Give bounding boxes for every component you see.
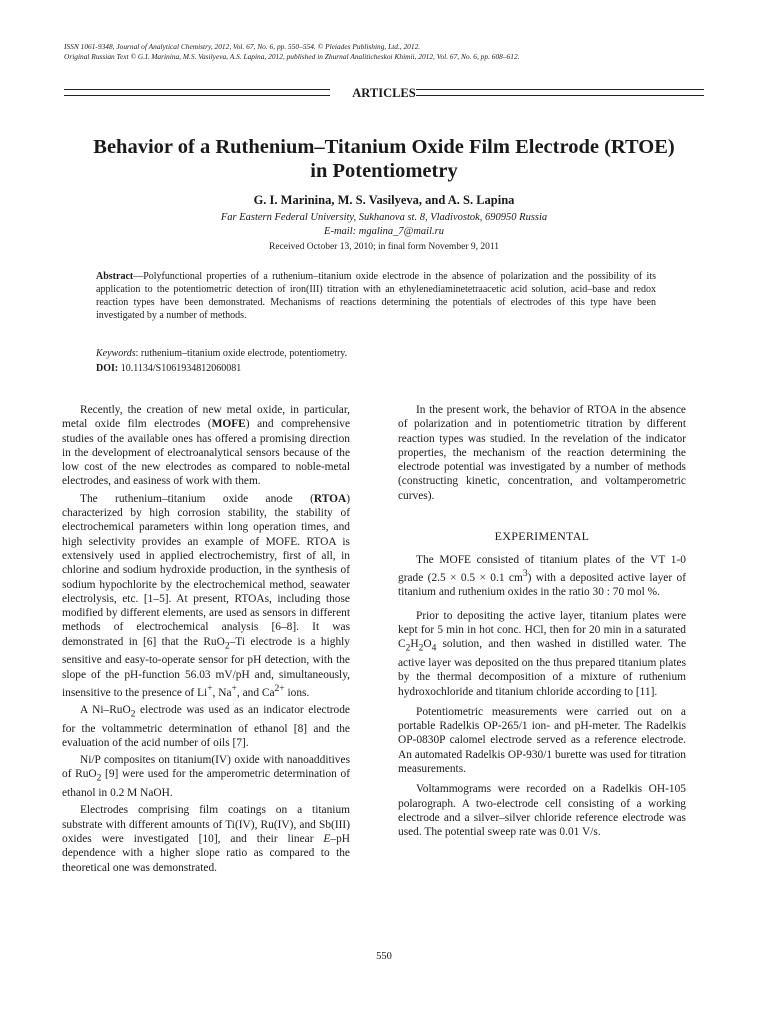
superscript: + — [231, 683, 237, 694]
subscript: 2 — [405, 643, 411, 654]
affiliation: Far Eastern Federal University, Sukhanova st. 8, Vladivostok, 690950 Russia — [220, 212, 548, 223]
subscript: 2 — [224, 641, 230, 652]
keywords-label: Keywords — [96, 348, 136, 359]
doi — [96, 362, 656, 375]
paragraph — [398, 553, 686, 600]
section-label: ARTICLES — [352, 86, 416, 100]
variable-italic: E — [323, 832, 331, 845]
original-text-line: Original Russian Text © G.I. Marinina, M.S. Vasilyeva, A.S. Lapina, 2012, published in Zhurnal Analiticheskoi Khimii, 2012, Vol. 67, No. 6, pp. 608–612. — [64, 52, 520, 61]
text-run: ) and comprehensive studies of the available ones has offered a promising direction in the development of electroanalytical sensors because of the low cost of the new electrodes as compared to noble-metal electrodes, and easiness of work with them. — [62, 418, 350, 488]
text-run: , Na — [212, 686, 232, 699]
paragraph: In the present work, the behavior of RTOA in the absence of polarization and in potentiometric titration by different reaction types was studied. In the revelation of the indicator properties, the mechanism of the reaction determining the electrode potential was investigated by a number of methods (constructing kinetic, concentration, and voltamperometric curves). — [398, 404, 686, 502]
article-title — [40, 135, 728, 183]
text-run: The ruthenium–titanium oxide anode ( — [80, 492, 314, 505]
paragraph — [62, 492, 350, 700]
email: E-mail: mgalina_7@mail.ru — [324, 226, 444, 237]
authors: G. I. Marinina, M. S. Vasilyeva, and A. S. Lapina — [253, 193, 515, 207]
section-heading-experimental: EXPERIMENTAL — [494, 529, 590, 544]
keywords-text: : ruthenium–titanium oxide electrode, potentiometry. — [135, 348, 348, 359]
right-column — [398, 403, 686, 840]
text-run: ) with a deposited active layer of titanium and ruthenium oxides in the ratio 30 : 70 mol %. — [398, 572, 686, 599]
paragraph: Voltammograms were recorded on a Radelkis OH-105 polarograph. A two-electrode cell consisting of a working electrode and a silver–silver chloride reference electrode was used. The potential sweep rate was 0.01 V/s. — [398, 783, 686, 839]
paragraph — [62, 803, 350, 874]
subscript: 4 — [431, 643, 437, 654]
text-run: A Ni–RuO — [80, 704, 131, 717]
text-run: O — [423, 638, 432, 651]
text-run: –pH dependence with a higher slope ratio as compared to the theoretical one was demonstrated. — [62, 832, 350, 874]
superscript: + — [207, 683, 213, 694]
subscript: 2 — [96, 773, 102, 784]
text-run: Electrodes comprising film coatings on a titanium substrate with different amounts of Ti(IV), Ru(IV), and Sb(III) oxides were investigated [10], and their linear — [62, 804, 350, 845]
text-run: Ni/P composites on titanium(IV) oxide with nanoadditives of RuO — [62, 754, 350, 781]
doi-text: 10.1134/S1061934812060081 — [118, 363, 242, 374]
received-dates: Received October 13, 2010; in final form November 9, 2011 — [269, 242, 499, 252]
text-run: ions. — [284, 686, 310, 699]
text-run: The MOFE consisted of titanium plates of the VT 1-0 grade (2.5 × 0.5 × 0.1 cm — [398, 554, 686, 585]
keywords — [96, 347, 656, 360]
text-run: electrode was used as an indicator electrode for the voltammetric determination of ethanol [8] and the evaluation of the acid number of oils [7]. — [62, 704, 350, 749]
paragraph — [62, 753, 350, 800]
superscript: 2+ — [274, 683, 285, 694]
subscript: 2 — [418, 643, 424, 654]
superscript: 3 — [522, 569, 528, 580]
title-line-2: in Potentiometry — [310, 160, 458, 182]
section-header — [64, 85, 704, 101]
abstract-label: Abstract — [96, 271, 134, 282]
abstract-text: Polyfunctional properties of a ruthenium–titanium oxide electrode in the absence of polarization and the possibility of its application to the potentiometric detection of iron(III) titration with an ethylenediaminetetraacetic acid solution, acid–base and redox reaction types have been demonstrated. Mechanisms of reactions determining the potentials of electrodes of this type have been investigated by a number of methods. — [96, 271, 656, 321]
paragraph — [62, 403, 350, 489]
title-line-1: Behavior of a Ruthenium–Titanium Oxide Film Electrode (RTOE) — [93, 136, 675, 158]
text-run: solution, and then washed in distilled water. The active layer was deposited on the thus prepared titanium plates by the thermal decomposition of a mixture of ruthenium hydroxochloride and titanium chloride according to [11]. — [398, 638, 686, 698]
journal-citation-line: ISSN 1061-9348, Journal of Analytical Chemistry, 2012, Vol. 67, No. 6, pp. 550–554. © Pleiades Publishing, Ltd., 2012. — [64, 42, 421, 51]
abstract — [96, 270, 656, 322]
subscript: 2 — [130, 709, 136, 720]
left-column — [62, 403, 350, 875]
paragraph — [398, 609, 686, 699]
term-bold: RTOA — [313, 492, 347, 505]
doi-label: DOI: — [96, 363, 119, 374]
page-number: 550 — [376, 951, 392, 962]
text-run: ) characterized by high corrosion stability, the stability of electrochemical parameters within long operation times, and high selectivity provides an example of MOFE. RTOA is extensively used in applied electrochemistry, first of all, in chlorine and sodium hydroxide production, in the synthesis of sodium hypochlorite by the electrochemical method, seawater electrolysis, etc. [1–5]. At present, RTOAs, including those modified by different elements, are used as sensors in different methods of electrochemical analysis [6–8]. It was demonstrated in [6] that the RuO — [62, 492, 350, 648]
text-run: H — [410, 638, 419, 651]
paragraph: Potentiometric measurements were carried out on a portable Radelkis OP-265/1 ion- and pH-meter. The Radelkis OP-0830P calomel electrode served as a reference electrode. An automated Radelkis OP-930/1 burette was used for titration measurements. — [398, 705, 686, 776]
text-run: –Ti electrode is a highly sensitive and easy-to-operate sensor for pH detection, with the slope of the pH-function 56.03 mV/pH and, simultaneously, insensitive to the presence of Li — [62, 635, 350, 699]
text-run: Prior to depositing the active layer, titanium plates were kept for 5 min in hot conc. HCl, then for 20 min in a saturated C — [398, 609, 686, 651]
text-run: Recently, the creation of new metal oxide, in particular, metal oxide film electrodes ( — [62, 404, 350, 431]
paragraph — [62, 703, 350, 750]
text-run: [9] were used for the amperometric determination of ethanol in 0.2 M NaOH. — [62, 768, 350, 800]
term-bold: MOFE — [211, 418, 246, 431]
text-run: , and Ca — [236, 686, 275, 699]
abstract-separator: — — [133, 271, 144, 282]
